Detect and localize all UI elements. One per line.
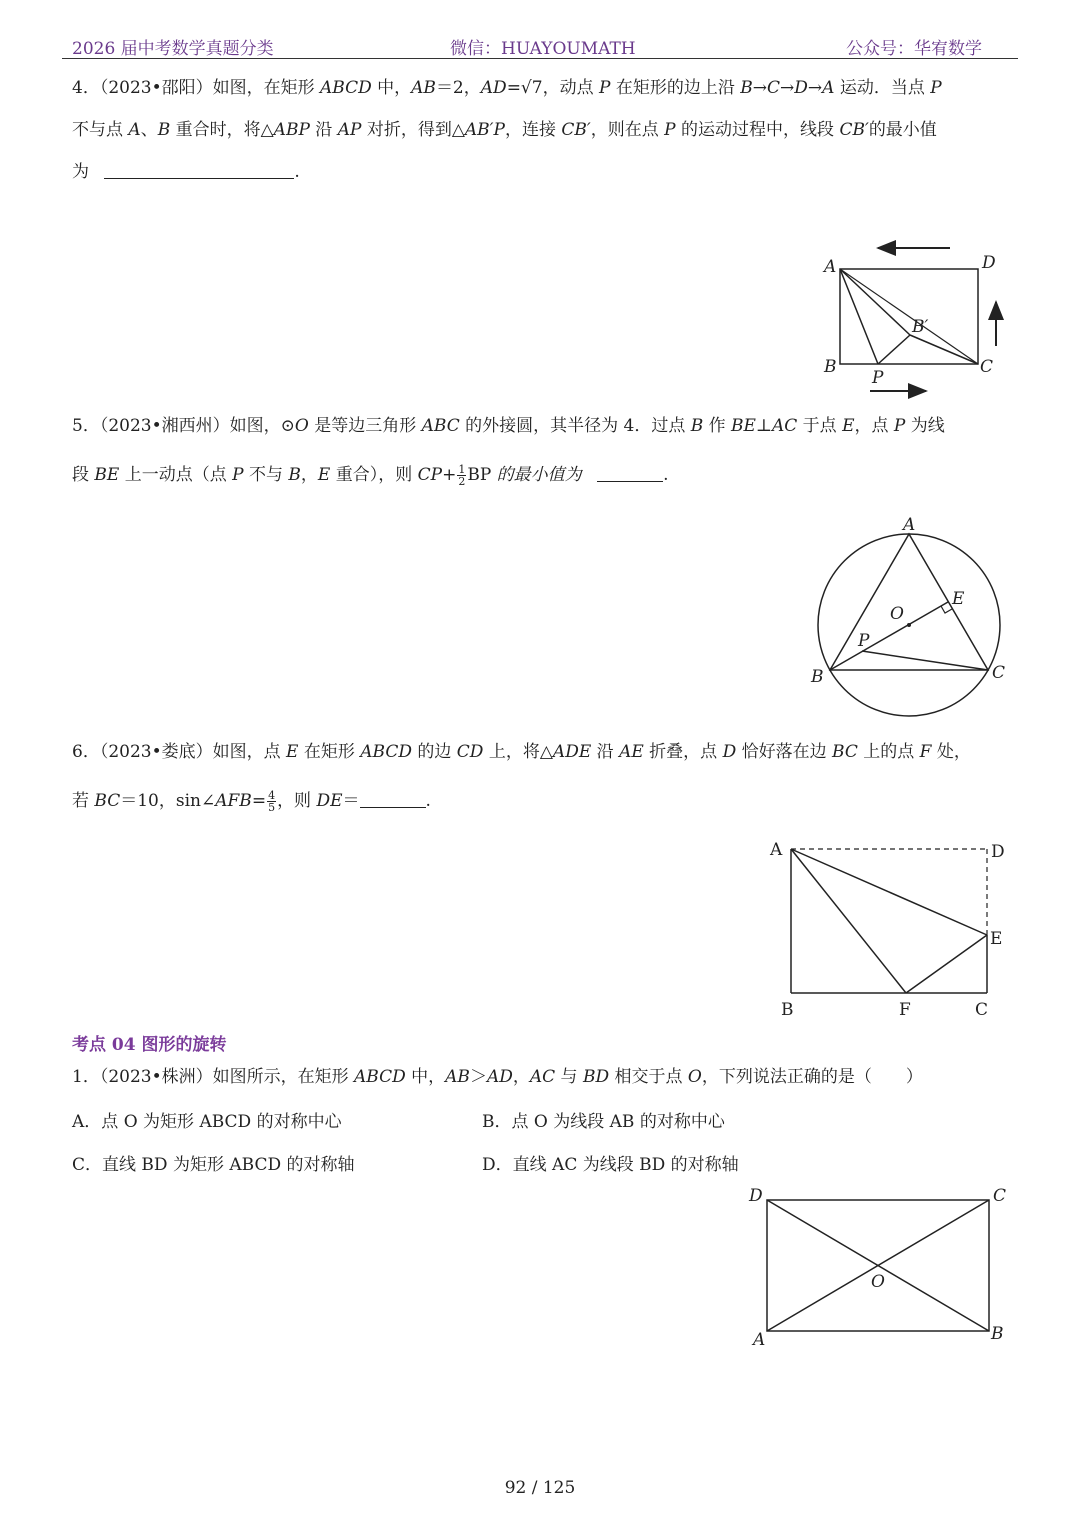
q5-fraction: [457, 464, 466, 487]
q6-segment-af: [791, 849, 906, 993]
q5-center-dot: [907, 623, 911, 627]
q5-segment-be: [830, 602, 948, 670]
text-segment: 与: [555, 1067, 583, 1087]
q4-segment-ap: [840, 269, 878, 364]
text-segment: P: [598, 78, 611, 98]
text-segment: 5．（2023•湘西州）如图，⊙: [72, 416, 295, 436]
text-segment: AC: [529, 1067, 556, 1087]
text-segment: ＞: [469, 1067, 487, 1087]
text-segment: 于点: [797, 416, 843, 436]
text-segment: ABCD: [320, 78, 372, 98]
q5-frac-den: 2: [458, 475, 466, 488]
q6-line2-b: [277, 791, 359, 811]
text-segment: BE: [94, 465, 120, 485]
text-segment: =√7，动点: [506, 78, 599, 98]
text-segment: BE: [731, 416, 756, 436]
text-segment: ABCD: [354, 1067, 406, 1087]
q1-option-c[interactable]: [72, 1150, 355, 1175]
text-segment: 处，: [931, 742, 971, 762]
text-segment: P: [930, 78, 942, 98]
q5-line2: 段 BE 上一动点（点 P 不与 B，E 重合），则 CP+ $\frac{1}{2}$ BP 的最小值为 .: [72, 463, 669, 488]
q5-line2-b: [467, 465, 581, 485]
text-segment: AFB: [215, 791, 252, 811]
q5-label-c: C: [992, 663, 1006, 683]
text-segment: 中，: [371, 78, 412, 98]
text-segment: A: [822, 78, 835, 98]
q1-label-o: O: [871, 1272, 885, 1292]
text-segment: ABCD: [360, 742, 412, 762]
text-segment: 的对称轴: [665, 1155, 739, 1175]
text-segment: O: [123, 1112, 138, 1132]
text-segment: +: [442, 465, 457, 485]
text-segment: ADE: [552, 742, 592, 762]
q6-label-a: A: [770, 840, 783, 860]
text-segment: E: [286, 742, 299, 762]
q5-label-a: A: [903, 515, 916, 535]
text-segment: BC: [832, 742, 858, 762]
text-segment: 段: [72, 465, 95, 485]
header-left: 2026 届中考数学真题分类: [72, 39, 274, 59]
text-segment: 对折，得到△: [361, 120, 465, 140]
text-segment: BP: [467, 465, 492, 485]
q1-figure: [745, 1185, 1020, 1350]
text-segment: ，则在点: [590, 120, 665, 140]
text-segment: E: [842, 416, 855, 436]
text-segment: ⊥: [755, 416, 772, 436]
text-segment: 不与点: [72, 120, 129, 140]
q4-label-d: D: [982, 253, 996, 273]
text-segment: B: [288, 465, 301, 485]
q6-fraction: [267, 790, 276, 813]
text-segment: 、: [140, 120, 158, 140]
q4-segment-cbp: [910, 335, 978, 364]
text-segment: BC: [94, 791, 121, 811]
text-segment: ABP: [273, 120, 310, 140]
q6-figure: [765, 835, 1015, 1025]
text-segment: AB: [411, 78, 436, 98]
text-segment: 相交于点: [609, 1067, 688, 1087]
text-segment: AD: [486, 1067, 513, 1087]
text-segment: E: [317, 465, 331, 485]
header-right: 公众号：华宥数学: [846, 39, 982, 59]
text-segment: ＝2，: [435, 78, 481, 98]
q6-answer-blank[interactable]: [360, 791, 426, 808]
q4-label-c: C: [980, 357, 994, 377]
text-segment: O: [294, 416, 309, 436]
q6-frac-den: 5: [268, 801, 276, 814]
q6-label-b: B: [781, 1000, 794, 1020]
q5-segment-cp: [862, 651, 988, 670]
header-center: 微信：HUAYOUMATH: [450, 39, 636, 59]
text-segment: DE: [316, 791, 343, 811]
text-segment: B．点: [482, 1112, 534, 1132]
text-segment: 运动．当点: [834, 78, 931, 98]
q5-answer-blank[interactable]: [597, 465, 663, 482]
text-segment: 的对称中心: [634, 1112, 725, 1132]
text-segment: AC: [771, 416, 798, 436]
text-segment: CB′: [561, 120, 591, 140]
text-segment: C: [767, 78, 781, 98]
section-heading: 考点 04 图形的旋转: [72, 1035, 227, 1055]
q1-label-d: D: [749, 1186, 763, 1206]
text-segment: 4．（2023•邵阳）如图，在矩形: [72, 78, 321, 98]
text-segment: 的运动过程中，线段: [675, 120, 840, 140]
text-segment: 为线段: [577, 1155, 640, 1175]
q1-label-c: C: [993, 1186, 1007, 1206]
text-segment: D: [722, 742, 737, 762]
q5-label-p: P: [858, 631, 870, 651]
header-divider: [62, 58, 1018, 59]
q5-right-angle-mark: [941, 606, 952, 613]
text-segment: 的边: [411, 742, 457, 762]
text-segment: 重合），则: [330, 465, 418, 485]
q4-line2: [72, 118, 937, 142]
text-segment: 的对称中心: [251, 1112, 342, 1132]
text-segment: D．直线: [482, 1155, 553, 1175]
text-segment: 为矩形: [167, 1155, 230, 1175]
text-segment: →: [807, 78, 823, 98]
text-segment: O: [533, 1112, 548, 1132]
text-segment: AB′P: [464, 120, 505, 140]
text-segment: CP: [417, 465, 443, 485]
q5-label-o: O: [890, 604, 904, 624]
text-segment: 沿: [591, 742, 620, 762]
text-segment: 6．（2023•娄底）如图，点: [72, 742, 287, 762]
text-segment: 上的点: [857, 742, 920, 762]
q6-frac-num: 4: [268, 789, 276, 802]
q6-line2-a: [72, 791, 266, 811]
q1-label-b: B: [991, 1324, 1004, 1344]
text-segment: AP: [337, 120, 362, 140]
text-segment: →: [752, 78, 767, 98]
q4-label-p: P: [872, 368, 884, 388]
text-segment: AC: [552, 1155, 578, 1175]
text-segment: CD: [456, 742, 484, 762]
text-segment: D: [794, 78, 808, 98]
text-segment: ＝10，sin∠: [120, 791, 216, 811]
q6-label-f: F: [899, 1000, 911, 1020]
text-segment: BD: [141, 1155, 168, 1175]
q4-answer-blank[interactable]: [104, 162, 294, 179]
text-segment: 不与: [243, 465, 289, 485]
text-segment: P: [664, 120, 676, 140]
text-segment: 在矩形的边上沿: [610, 78, 741, 98]
text-segment: 沿: [309, 120, 338, 140]
text-segment: 为线: [905, 416, 945, 436]
text-segment: 为线段: [547, 1112, 610, 1132]
q1-option-b[interactable]: [482, 1107, 725, 1132]
q1-option-a[interactable]: [72, 1107, 342, 1132]
text-segment: 为矩形: [137, 1112, 200, 1132]
q6-segment-fe: [906, 935, 987, 993]
text-segment: 是等边三角形: [308, 416, 422, 436]
text-segment: 的最小值: [868, 120, 937, 140]
text-segment: ，: [300, 465, 318, 485]
q5-label-b: B: [811, 667, 824, 687]
q4-line1: [72, 76, 942, 100]
text-segment: 的最小值为: [491, 465, 582, 485]
q5-line2-a: [72, 465, 456, 485]
text-segment: F: [919, 742, 932, 762]
text-segment: ，下列说法正确的是（ ）: [701, 1067, 923, 1087]
q4-segment-abp: [840, 269, 910, 335]
q6-label-c: C: [975, 1000, 989, 1020]
text-segment: =: [251, 791, 267, 811]
text-segment: ABCD: [199, 1112, 252, 1132]
q4-label-b: B: [824, 357, 837, 377]
text-segment: C．直线: [72, 1155, 142, 1175]
text-segment: ABCD: [229, 1155, 282, 1175]
text-segment: A: [128, 120, 141, 140]
text-segment: 作: [703, 416, 732, 436]
text-segment: AE: [619, 742, 644, 762]
text-segment: 折叠，点: [643, 742, 723, 762]
text-segment: AB: [609, 1112, 635, 1132]
q6-segment-ae: [791, 849, 987, 935]
q6-line1: [72, 740, 971, 764]
q4-figure: [810, 236, 1020, 401]
page-number: 92 / 125: [504, 1478, 576, 1498]
text-segment: AB: [445, 1067, 470, 1087]
text-segment: 恰好落在边: [736, 742, 833, 762]
text-segment: 1．（2023•株洲）如图所示，在矩形: [72, 1067, 355, 1087]
text-segment: O: [687, 1067, 702, 1087]
text-segment: B: [740, 78, 753, 98]
text-segment: 重合时，将△: [170, 120, 274, 140]
text-segment: ，连接: [504, 120, 562, 140]
text-segment: B: [690, 416, 704, 436]
text-segment: BD: [582, 1067, 610, 1087]
text-segment: 中，: [405, 1067, 446, 1087]
q1-stem: [72, 1065, 923, 1089]
q5-label-e: E: [952, 589, 965, 609]
text-segment: ，: [512, 1067, 530, 1087]
text-segment: ABC: [421, 416, 460, 436]
q5-figure: [805, 512, 1015, 722]
text-segment: 若: [72, 791, 95, 811]
text-segment: ＝: [342, 791, 360, 811]
q4-line3-text: 为: [72, 162, 89, 182]
text-segment: P: [232, 465, 244, 485]
q6-label-d: D: [991, 842, 1005, 862]
q6-line2: 若 BC＝10，sin∠AFB= $\frac{4}{5}$ ，则 DE＝ .: [72, 789, 431, 814]
text-segment: ，点: [854, 416, 894, 436]
text-segment: B: [157, 120, 171, 140]
text-segment: AD: [480, 78, 507, 98]
text-segment: P: [893, 416, 906, 436]
text-segment: 在矩形: [298, 742, 361, 762]
q4-label-a: A: [824, 257, 837, 277]
text-segment: 的对称轴: [281, 1155, 355, 1175]
text-segment: 上一动点（点: [119, 465, 233, 485]
q1-label-a: A: [753, 1330, 766, 1350]
q5-line1: [72, 414, 945, 438]
text-segment: A．点: [72, 1112, 124, 1132]
text-segment: ，则: [277, 791, 317, 811]
q4-label-bprime: B′: [912, 317, 929, 337]
q4-diagonal-ac: [840, 269, 978, 364]
text-segment: BD: [639, 1155, 666, 1175]
text-segment: →: [780, 78, 795, 98]
q4-line3: 为 .: [72, 162, 300, 182]
q5-frac-num: 1: [458, 463, 466, 476]
text-segment: 上，将△: [483, 742, 553, 762]
text-segment: 的外接圆，其半径为 4．过点: [459, 416, 691, 436]
q1-option-d[interactable]: [482, 1150, 739, 1175]
q6-label-e: E: [990, 929, 1003, 949]
text-segment: CB′: [839, 120, 869, 140]
q4-segment-pbp: [878, 335, 910, 364]
